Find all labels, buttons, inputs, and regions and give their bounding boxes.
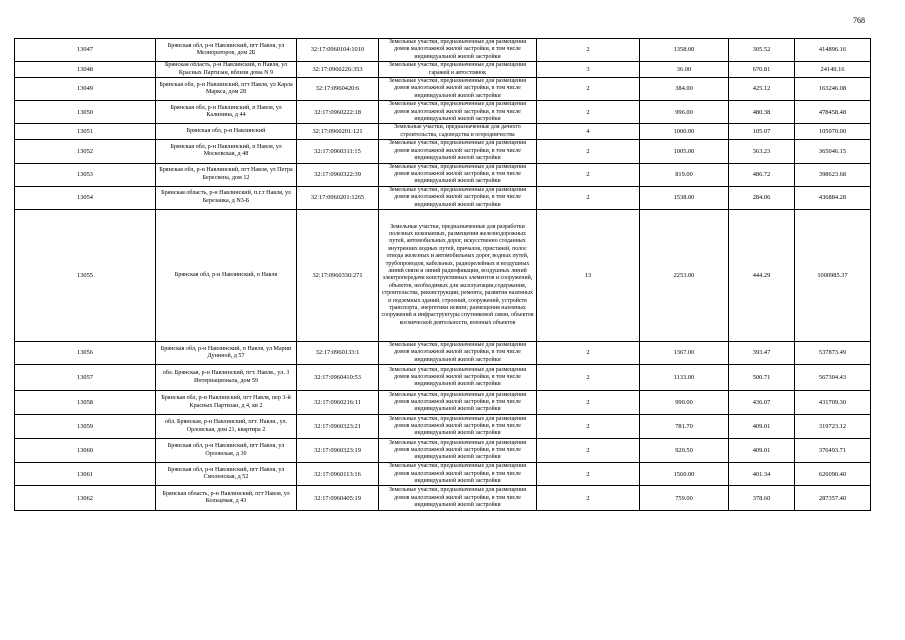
table-row — [15, 415, 871, 439]
use-group-cell: 2 — [537, 341, 640, 364]
area-cell: 1358.00 — [640, 39, 729, 62]
specific-value-cell: 409.01 — [729, 415, 795, 439]
specific-value-cell: 393.47 — [729, 341, 795, 364]
table-row — [15, 163, 871, 186]
land-use-purpose-cell: Земельные участки, предназначенные для разработки полезных ископаемых, размещения железнодорожных путей, автомобильных дорог, искусственно созданных внутренних водных путей, причалов, пристаней, полос отвода железных и автомобильных дорог, водных путей, трубопроводов, кабельных, радиорелейных и воздушных линий связи и линий радиофикации, воздушных линий электропередачи конструктивных элементов и сооружений, объектов, необходимых для эксплуатации,содержания, строительства, реконструкции, ремонта, развития наземных и подземных зданий, строений, сооружений, устройств транспорта, энергетики исвязи; размещения наземных сооружений и инфраструктуры спутниковой связи, объектов космической деятельности, военных объектов — [379, 209, 537, 341]
use-group-cell: 2 — [537, 186, 640, 209]
specific-value-cell: 486.72 — [729, 163, 795, 186]
address-cell: Брянская область, р-н Навлинский, п Навля, ул Красных Партизан, вблизи дома N 9 — [156, 62, 297, 78]
cadastral-value-cell: 287357.40 — [795, 486, 871, 511]
address-cell: Брянская область, р-н Навлинский, пгт Навля, ул Кольцевая, д 43 — [156, 486, 297, 511]
use-group-cell: 2 — [537, 439, 640, 463]
address-cell: Брянская обл, р-н Навлинский, п Навля — [156, 209, 297, 341]
cadastral-value-cell: 431709.30 — [795, 391, 871, 415]
cadastral-number-cell: 32:17:0960330:271 — [297, 209, 379, 341]
land-use-purpose-cell: Земельные участки, предназначенные для размещения домов малоэтажной жилой застройки, в том числе индивидуальной жилой застройки — [379, 78, 537, 101]
table-row — [15, 62, 871, 78]
row-number-cell: 13061 — [15, 463, 156, 486]
use-group-cell: 13 — [537, 209, 640, 341]
table-row — [15, 186, 871, 209]
cadastral-value-cell: 478458.48 — [795, 101, 871, 124]
cadastral-value-cell: 105070.00 — [795, 124, 871, 140]
row-number-cell: 13059 — [15, 415, 156, 439]
land-use-purpose-cell: Земельные участки, предназначенные для размещения домов малоэтажной жилой застройки, в том числе индивидуальной жилой застройки — [379, 140, 537, 163]
use-group-cell: 2 — [537, 101, 640, 124]
land-use-purpose-cell: Земельные участки, предназначенные для размещения домов малоэтажной жилой застройки, в том числе индивидуальной жилой застройки — [379, 163, 537, 186]
use-group-cell: 2 — [537, 39, 640, 62]
table-row — [15, 341, 871, 364]
land-use-purpose-cell: Земельные участки, предназначенные для размещения домов малоэтажной жилой застройки, в том числе индивидуальной жилой застройки — [379, 186, 537, 209]
land-use-purpose-cell: Земельные участки, предназначенные для размещения домов малоэтажной жилой застройки, в том числе индивидуальной жилой застройки — [379, 463, 537, 486]
cadastral-value-cell: 1000985.37 — [795, 209, 871, 341]
specific-value-cell: 401.34 — [729, 463, 795, 486]
cadastral-number-cell: 32:17:0960113:16 — [297, 463, 379, 486]
table-body — [15, 39, 871, 511]
row-number-cell: 13055 — [15, 209, 156, 341]
cadastral-number-cell: 32:17:0960323:21 — [297, 415, 379, 439]
specific-value-cell: 305.52 — [729, 39, 795, 62]
address-cell: Брянская обл, р-н Навлинский — [156, 124, 297, 140]
use-group-cell: 2 — [537, 463, 640, 486]
address-cell: Брянская обл, р-н Навлинский, пгт Навля, ул Орловская, д 30 — [156, 439, 297, 463]
table-row — [15, 209, 871, 341]
cadastral-value-cell: 398623.68 — [795, 163, 871, 186]
area-cell: 819.00 — [640, 163, 729, 186]
row-number-cell: 13056 — [15, 341, 156, 364]
cadastral-number-cell: 32:17:0960311:15 — [297, 140, 379, 163]
address-cell: Брянская обл, р-н Навлинский, пгт Навля, ул Петра Бересвена, дом 12 — [156, 163, 297, 186]
cadastral-value-cell: 537873.49 — [795, 341, 871, 364]
table-row — [15, 140, 871, 163]
address-cell: Брянская обл, р-н Навлинский, п Навля, ул Калинина, д 44 — [156, 101, 297, 124]
use-group-cell: 2 — [537, 163, 640, 186]
page-number: 768 — [853, 16, 865, 25]
specific-value-cell: 480.38 — [729, 101, 795, 124]
address-cell: обл. Брянская, р-н Навлинский, пгт. Навля., ул. 3 Интернационала, дом 59 — [156, 365, 297, 391]
table-row — [15, 463, 871, 486]
area-cell: 1367.00 — [640, 341, 729, 364]
area-cell: 2253.00 — [640, 209, 729, 341]
land-use-purpose-cell: Земельные участки, предназначенные для размещения домов малоэтажной жилой застройки, в том числе индивидуальной жилой застройки — [379, 39, 537, 62]
table-row — [15, 124, 871, 140]
area-cell: 759.00 — [640, 486, 729, 511]
specific-value-cell: 500.71 — [729, 365, 795, 391]
cadastral-number-cell: 32:17:0960405:19 — [297, 486, 379, 511]
address-cell: Брянская обл, р-н Навлинский, пгт Навля, пер 3-й Красных Партизан, д 4, кв 2 — [156, 391, 297, 415]
row-number-cell: 13054 — [15, 186, 156, 209]
table-row — [15, 39, 871, 62]
use-group-cell: 3 — [537, 62, 640, 78]
area-cell: 1133.00 — [640, 365, 729, 391]
row-number-cell: 13053 — [15, 163, 156, 186]
cadastral-value-cell: 567304.43 — [795, 365, 871, 391]
row-number-cell: 13050 — [15, 101, 156, 124]
use-group-cell: 2 — [537, 415, 640, 439]
row-number-cell: 13062 — [15, 486, 156, 511]
cadastral-value-cell: 163246.08 — [795, 78, 871, 101]
specific-value-cell: 436.07 — [729, 391, 795, 415]
cadastral-value-cell: 414896.16 — [795, 39, 871, 62]
use-group-cell: 2 — [537, 140, 640, 163]
row-number-cell: 13049 — [15, 78, 156, 101]
specific-value-cell: 670.81 — [729, 62, 795, 78]
table-row — [15, 486, 871, 511]
area-cell: 1560.00 — [640, 463, 729, 486]
row-number-cell: 13060 — [15, 439, 156, 463]
specific-value-cell: 444.29 — [729, 209, 795, 341]
cadastral-value-cell: 365046.15 — [795, 140, 871, 163]
area-cell: 1005.00 — [640, 140, 729, 163]
cadastral-value-table — [14, 38, 871, 511]
specific-value-cell: 425.12 — [729, 78, 795, 101]
area-cell: 1538.00 — [640, 186, 729, 209]
cadastral-number-cell: 32:17:0960410:53 — [297, 365, 379, 391]
row-number-cell: 13047 — [15, 39, 156, 62]
cadastral-number-cell: 32:17:0960222:18 — [297, 101, 379, 124]
area-cell: 781.70 — [640, 415, 729, 439]
land-use-purpose-cell: Земельные участки, предназначенные для размещения домов малоэтажной жилой застройки, в том числе индивидуальной жилой застройки — [379, 415, 537, 439]
row-number-cell: 13051 — [15, 124, 156, 140]
address-cell: Брянская обл, р-н Навлинский, п Навля, ул Московская, д 48 — [156, 140, 297, 163]
cadastral-value-cell: 319723.12 — [795, 415, 871, 439]
cadastral-value-cell: 626090.40 — [795, 463, 871, 486]
table-row — [15, 365, 871, 391]
cadastral-number-cell: 32:17:0960133:1 — [297, 341, 379, 364]
use-group-cell: 4 — [537, 124, 640, 140]
land-use-purpose-cell: Земельные участки, предназначенные для размещения домов малоэтажной жилой застройки, в том числе индивидуальной жилой застройки — [379, 486, 537, 511]
address-cell: Брянская обл, р-н Навлинский, пгт Навля, ул Мелиораторов, дом 2Б — [156, 39, 297, 62]
address-cell: Брянская обл, р-н Навлинский, пгт Навля, ул Смоленская, д 52 — [156, 463, 297, 486]
row-number-cell: 13057 — [15, 365, 156, 391]
cadastral-number-cell: 32:17:0960201:1265 — [297, 186, 379, 209]
row-number-cell: 13048 — [15, 62, 156, 78]
use-group-cell: 2 — [537, 391, 640, 415]
cadastral-number-cell: 32:17:0960216:11 — [297, 391, 379, 415]
row-number-cell: 13058 — [15, 391, 156, 415]
specific-value-cell: 105.07 — [729, 124, 795, 140]
cadastral-number-cell: 32:17:0960226:353 — [297, 62, 379, 78]
land-use-purpose-cell: Земельные участки, предназначенные для размещения домов малоэтажной жилой застройки, в том числе индивидуальной жилой застройки — [379, 341, 537, 364]
area-cell: 996.00 — [640, 101, 729, 124]
area-cell: 990.00 — [640, 391, 729, 415]
area-cell: 384.00 — [640, 78, 729, 101]
cadastral-number-cell: 32:17:0960420:6 — [297, 78, 379, 101]
area-cell: 920.50 — [640, 439, 729, 463]
specific-value-cell: 409.01 — [729, 439, 795, 463]
land-use-purpose-cell: Земельные участки, предназначенные для размещения домов малоэтажной жилой застройки, в том числе индивидуальной жилой застройки — [379, 101, 537, 124]
cadastral-number-cell: 32:17:0960201:121 — [297, 124, 379, 140]
specific-value-cell: 363.23 — [729, 140, 795, 163]
cadastral-number-cell: 32:17:0960323:19 — [297, 439, 379, 463]
cadastral-value-cell: 24149.16 — [795, 62, 871, 78]
land-use-purpose-cell: Земельные участки, предназначенные для дачного строительства, садоводства и огородничества — [379, 124, 537, 140]
row-number-cell: 13052 — [15, 140, 156, 163]
table-row — [15, 391, 871, 415]
land-use-purpose-cell: Земельные участки, предназначенные для размещения домов малоэтажной жилой застройки, в том числе индивидуальной жилой застройки — [379, 391, 537, 415]
cadastral-number-cell: 32:17:0960322:39 — [297, 163, 379, 186]
address-cell: Брянская область, р-н Навлинский, п.г.т Навля, ул Березанка, д N3-Б — [156, 186, 297, 209]
area-cell: 36.00 — [640, 62, 729, 78]
area-cell: 1000.00 — [640, 124, 729, 140]
table-row — [15, 439, 871, 463]
cadastral-number-cell: 32:17:0960104:1010 — [297, 39, 379, 62]
address-cell: Брянская обл, р-н Навлинский, пгт Навля, ул Карла Маркса, дом 28 — [156, 78, 297, 101]
cadastral-value-cell: 436884.28 — [795, 186, 871, 209]
use-group-cell: 2 — [537, 365, 640, 391]
specific-value-cell: 284.06 — [729, 186, 795, 209]
address-cell: Брянская обл, р-н Навлинский, п Навля, ул Марии Дуниной, д 57 — [156, 341, 297, 364]
land-use-purpose-cell: Земельные участки, предназначенные для размещения домов малоэтажной жилой застройки, в том числе индивидуальной жилой застройки — [379, 439, 537, 463]
table-row — [15, 101, 871, 124]
use-group-cell: 2 — [537, 486, 640, 511]
land-use-purpose-cell: Земельные участки, предназначенные для размещения гаражей и автостоянок — [379, 62, 537, 78]
cadastral-value-cell: 376493.71 — [795, 439, 871, 463]
address-cell: обл. Брянская, р-н Навлинский, пгт. Навля., ул. Орловская, дом 21, квартира 2 — [156, 415, 297, 439]
use-group-cell: 2 — [537, 78, 640, 101]
specific-value-cell: 378.60 — [729, 486, 795, 511]
table-row — [15, 78, 871, 101]
land-use-purpose-cell: Земельные участки, предназначенные для размещения домов малоэтажной жилой застройки, в том числе индивидуальной жилой застройки — [379, 365, 537, 391]
